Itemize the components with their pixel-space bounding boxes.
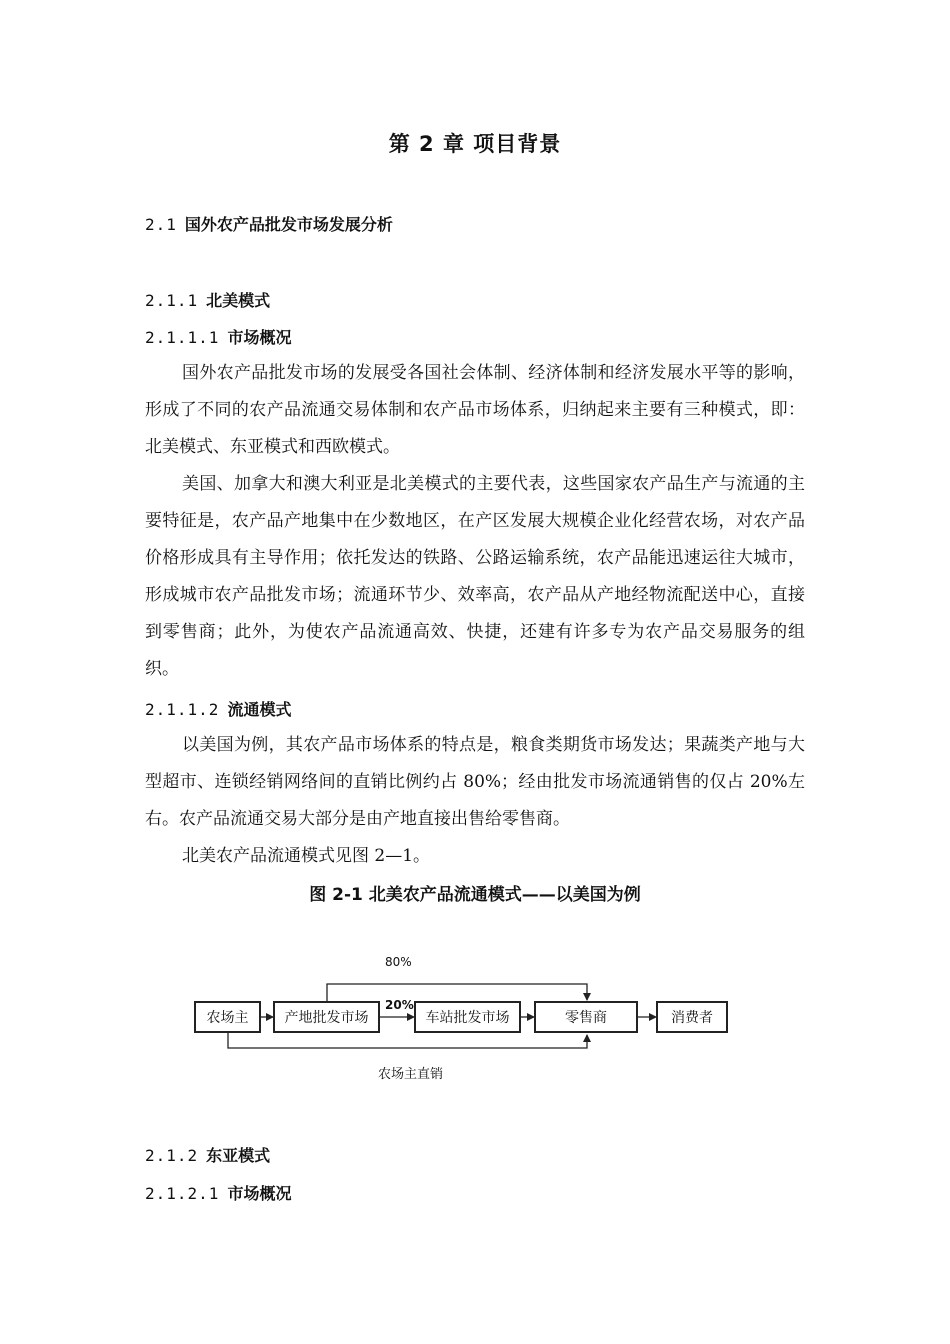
section-title: 市场概况: [227, 328, 292, 347]
section-number: 2.1.2.1: [145, 1184, 220, 1203]
paragraph-2: 美国、加拿大和澳大利亚是北美模式的主要代表，这些国家农产品生产与流通的主要特征是，农产品产地集中在少数地区，在产区发展大规模企业化经营农场，对农产品价格形成具有主导作用；依托发达的铁路、公路运输系统，农产品能迅速运往大城市，形成城市农产品批发市场；流通环节少、效率高，农产品从产地经物流配送中心，直接到零售商；此外，为使农产品流通高效、快捷，还建有许多专为农产品交易服务的组织。: [145, 474, 805, 679]
chapter-title: 第 2 章 项目背景: [388, 132, 562, 156]
section-heading-2-1-1-1: [145, 325, 291, 348]
section-title: 北美模式: [206, 291, 271, 310]
section-title: 国外农产品批发市场发展分析: [184, 215, 393, 234]
section-number: 2.1: [145, 215, 177, 234]
figure-caption: 图 2-1 北美农产品流通模式——以美国为例: [309, 885, 641, 905]
section-number: 2.1.1: [145, 291, 199, 310]
paragraph-3: 以美国为例，其农产品市场体系的特点是，粮食类期货市场发达；果蔬类产地与大型超市、连锁经销网络间的直销比例约占 80%；经由批发市场流通销售的仅占 20%左右。农产品流通交易大部分是由产地直接出售给零售商。: [145, 735, 805, 829]
node-retailer: 零售商: [534, 1001, 638, 1033]
section-title: 流通模式: [227, 700, 292, 719]
section-heading-2-1-2-1: [145, 1181, 291, 1204]
label-farmer-direct-sale: 农场主直销: [378, 1067, 444, 1082]
node-consumer: 消费者: [656, 1001, 728, 1033]
node-farmer: 农场主: [194, 1001, 261, 1033]
section-title: 市场概况: [227, 1184, 292, 1203]
label-20-percent: 20%: [385, 998, 414, 1012]
section-heading-2-1-1: [145, 288, 270, 311]
section-number: 2.1.1.2: [145, 700, 220, 719]
arrow-origin-to-retailer-80: [327, 984, 587, 1001]
section-number: 2.1.2: [145, 1146, 199, 1165]
section-heading-2-1: [145, 212, 393, 235]
section-number: 2.1.1.1: [145, 328, 220, 347]
arrow-farmer-direct-to-retailer: [228, 1033, 587, 1048]
section-title: 东亚模式: [206, 1146, 271, 1165]
paragraph-1: 国外农产品批发市场的发展受各国社会体制、经济体制和经济发展水平等的影响，形成了不同的农产品流通交易体制和农产品市场体系，归纳起来主要有三种模式，即：北美模式、东亚模式和西欧模式。: [145, 363, 805, 457]
node-station-wholesale-market: 车站批发市场: [414, 1001, 521, 1033]
section-heading-2-1-2: [145, 1143, 270, 1166]
paragraph-4: 北美农产品流通模式见图 2—1。: [182, 846, 431, 866]
section-heading-2-1-1-2: [145, 697, 291, 720]
label-80-percent: 80%: [385, 955, 412, 969]
node-origin-wholesale-market: 产地批发市场: [273, 1001, 380, 1033]
